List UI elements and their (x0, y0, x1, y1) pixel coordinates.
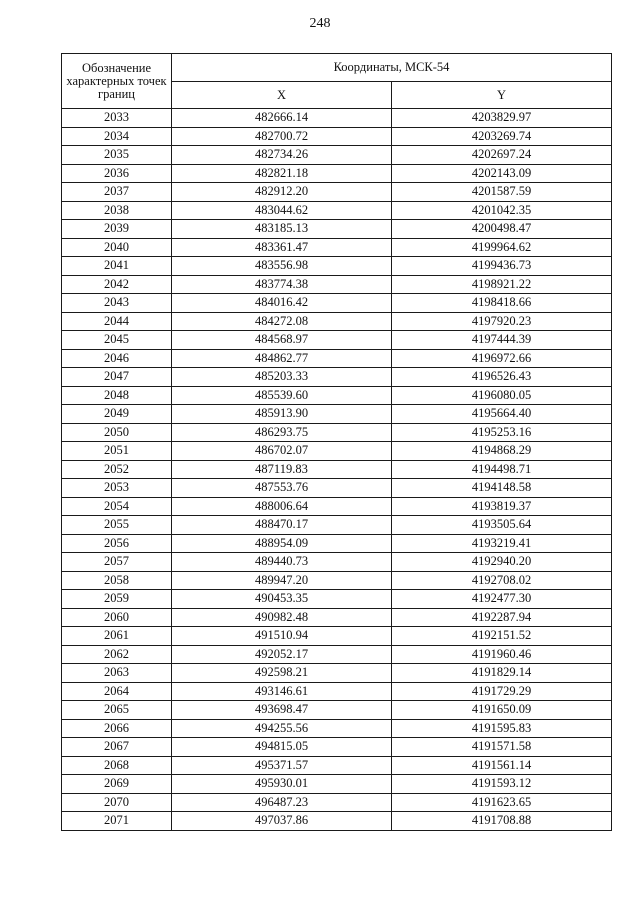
x-coordinate-cell: 484568.97 (172, 331, 392, 350)
y-coordinate-cell: 4191829.14 (392, 664, 612, 683)
point-id-cell: 2046 (62, 349, 172, 368)
point-id-cell: 2040 (62, 238, 172, 257)
point-id-cell: 2048 (62, 386, 172, 405)
point-id-cell: 2039 (62, 220, 172, 239)
y-coordinate-cell: 4195253.16 (392, 423, 612, 442)
header-y: Y (392, 82, 612, 109)
table-row (62, 386, 612, 405)
y-coordinate-cell: 4197444.39 (392, 331, 612, 350)
y-coordinate-cell: 4199964.62 (392, 238, 612, 257)
y-coordinate-cell: 4202697.24 (392, 146, 612, 165)
x-coordinate-cell: 488954.09 (172, 534, 392, 553)
table-row (62, 738, 612, 757)
point-id-cell: 2038 (62, 201, 172, 220)
point-id-cell: 2035 (62, 146, 172, 165)
x-coordinate-cell: 483044.62 (172, 201, 392, 220)
y-coordinate-cell: 4193505.64 (392, 516, 612, 535)
x-coordinate-cell: 489947.20 (172, 571, 392, 590)
y-coordinate-cell: 4201587.59 (392, 183, 612, 202)
x-coordinate-cell: 483185.13 (172, 220, 392, 239)
point-id-cell: 2064 (62, 682, 172, 701)
x-coordinate-cell: 486293.75 (172, 423, 392, 442)
x-coordinate-cell: 493146.61 (172, 682, 392, 701)
point-id-cell: 2067 (62, 738, 172, 757)
point-id-cell: 2066 (62, 719, 172, 738)
x-coordinate-cell: 488470.17 (172, 516, 392, 535)
y-coordinate-cell: 4193219.41 (392, 534, 612, 553)
point-id-cell: 2049 (62, 405, 172, 424)
table-row (62, 238, 612, 257)
y-coordinate-cell: 4197920.23 (392, 312, 612, 331)
x-coordinate-cell: 490982.48 (172, 608, 392, 627)
point-id-cell: 2047 (62, 368, 172, 387)
y-coordinate-cell: 4200498.47 (392, 220, 612, 239)
y-coordinate-cell: 4192940.20 (392, 553, 612, 572)
table-row (62, 664, 612, 683)
point-id-cell: 2045 (62, 331, 172, 350)
x-coordinate-cell: 484862.77 (172, 349, 392, 368)
point-id-cell: 2051 (62, 442, 172, 461)
y-coordinate-cell: 4191960.46 (392, 645, 612, 664)
y-coordinate-cell: 4194148.58 (392, 479, 612, 498)
x-coordinate-cell: 493698.47 (172, 701, 392, 720)
point-id-cell: 2059 (62, 590, 172, 609)
y-coordinate-cell: 4191650.09 (392, 701, 612, 720)
table-row (62, 756, 612, 775)
y-coordinate-cell: 4195664.40 (392, 405, 612, 424)
y-coordinate-cell: 4191729.29 (392, 682, 612, 701)
table-row (62, 164, 612, 183)
x-coordinate-cell: 492052.17 (172, 645, 392, 664)
table-row (62, 590, 612, 609)
y-coordinate-cell: 4192708.02 (392, 571, 612, 590)
x-coordinate-cell: 487119.83 (172, 460, 392, 479)
table-row (62, 275, 612, 294)
y-coordinate-cell: 4192151.52 (392, 627, 612, 646)
table-row (62, 608, 612, 627)
y-coordinate-cell: 4203829.97 (392, 109, 612, 128)
x-coordinate-cell: 495930.01 (172, 775, 392, 794)
point-id-cell: 2060 (62, 608, 172, 627)
y-coordinate-cell: 4194868.29 (392, 442, 612, 461)
table-row (62, 645, 612, 664)
y-coordinate-cell: 4201042.35 (392, 201, 612, 220)
point-id-cell: 2063 (62, 664, 172, 683)
y-coordinate-cell: 4192287.94 (392, 608, 612, 627)
point-id-cell: 2056 (62, 534, 172, 553)
point-id-cell: 2061 (62, 627, 172, 646)
point-id-cell: 2053 (62, 479, 172, 498)
point-id-cell: 2033 (62, 109, 172, 128)
table-row (62, 775, 612, 794)
point-id-cell: 2052 (62, 460, 172, 479)
point-id-cell: 2068 (62, 756, 172, 775)
x-coordinate-cell: 485539.60 (172, 386, 392, 405)
header-designation: Обозначение характерных точек границ (62, 54, 172, 109)
y-coordinate-cell: 4193819.37 (392, 497, 612, 516)
point-id-cell: 2050 (62, 423, 172, 442)
header-coordinates-group: Координаты, МСК-54 (172, 54, 612, 82)
y-coordinate-cell: 4198921.22 (392, 275, 612, 294)
y-coordinate-cell: 4191593.12 (392, 775, 612, 794)
table-row (62, 294, 612, 313)
table-row (62, 812, 612, 831)
x-coordinate-cell: 491510.94 (172, 627, 392, 646)
table-row (62, 201, 612, 220)
table-body (62, 109, 612, 831)
header-x: X (172, 82, 392, 109)
x-coordinate-cell: 492598.21 (172, 664, 392, 683)
y-coordinate-cell: 4203269.74 (392, 127, 612, 146)
point-id-cell: 2069 (62, 775, 172, 794)
point-id-cell: 2042 (62, 275, 172, 294)
point-id-cell: 2057 (62, 553, 172, 572)
x-coordinate-cell: 487553.76 (172, 479, 392, 498)
x-coordinate-cell: 483556.98 (172, 257, 392, 276)
page-number: 248 (309, 16, 331, 31)
x-coordinate-cell: 482700.72 (172, 127, 392, 146)
x-coordinate-cell: 495371.57 (172, 756, 392, 775)
x-coordinate-cell: 482666.14 (172, 109, 392, 128)
y-coordinate-cell: 4191561.14 (392, 756, 612, 775)
table-row (62, 571, 612, 590)
table-row (62, 405, 612, 424)
table-row (62, 146, 612, 165)
x-coordinate-cell: 483361.47 (172, 238, 392, 257)
x-coordinate-cell: 482821.18 (172, 164, 392, 183)
x-coordinate-cell: 490453.35 (172, 590, 392, 609)
point-id-cell: 2043 (62, 294, 172, 313)
y-coordinate-cell: 4196972.66 (392, 349, 612, 368)
table-row (62, 312, 612, 331)
x-coordinate-cell: 484016.42 (172, 294, 392, 313)
table-row (62, 682, 612, 701)
table-row (62, 423, 612, 442)
table-row (62, 349, 612, 368)
table-row (62, 534, 612, 553)
table-row (62, 793, 612, 812)
x-coordinate-cell: 482912.20 (172, 183, 392, 202)
table-row (62, 701, 612, 720)
point-id-cell: 2070 (62, 793, 172, 812)
table-row (62, 460, 612, 479)
y-coordinate-cell: 4191708.88 (392, 812, 612, 831)
y-coordinate-cell: 4199436.73 (392, 257, 612, 276)
y-coordinate-cell: 4191571.58 (392, 738, 612, 757)
point-id-cell: 2037 (62, 183, 172, 202)
table-row (62, 109, 612, 128)
x-coordinate-cell: 485913.90 (172, 405, 392, 424)
y-coordinate-cell: 4194498.71 (392, 460, 612, 479)
table-row (62, 368, 612, 387)
x-coordinate-cell: 489440.73 (172, 553, 392, 572)
x-coordinate-cell: 483774.38 (172, 275, 392, 294)
coordinates-table (61, 53, 612, 831)
x-coordinate-cell: 488006.64 (172, 497, 392, 516)
point-id-cell: 2041 (62, 257, 172, 276)
table-row (62, 497, 612, 516)
point-id-cell: 2054 (62, 497, 172, 516)
x-coordinate-cell: 497037.86 (172, 812, 392, 831)
table-row (62, 127, 612, 146)
table-row (62, 627, 612, 646)
x-coordinate-cell: 494255.56 (172, 719, 392, 738)
x-coordinate-cell: 494815.05 (172, 738, 392, 757)
table-row (62, 719, 612, 738)
y-coordinate-cell: 4198418.66 (392, 294, 612, 313)
x-coordinate-cell: 486702.07 (172, 442, 392, 461)
y-coordinate-cell: 4191595.83 (392, 719, 612, 738)
point-id-cell: 2055 (62, 516, 172, 535)
table-row (62, 479, 612, 498)
x-coordinate-cell: 484272.08 (172, 312, 392, 331)
point-id-cell: 2034 (62, 127, 172, 146)
table-row (62, 553, 612, 572)
point-id-cell: 2065 (62, 701, 172, 720)
y-coordinate-cell: 4196080.05 (392, 386, 612, 405)
table-row (62, 516, 612, 535)
y-coordinate-cell: 4192477.30 (392, 590, 612, 609)
point-id-cell: 2062 (62, 645, 172, 664)
table-row (62, 257, 612, 276)
table-row (62, 442, 612, 461)
point-id-cell: 2071 (62, 812, 172, 831)
point-id-cell: 2036 (62, 164, 172, 183)
x-coordinate-cell: 485203.33 (172, 368, 392, 387)
point-id-cell: 2058 (62, 571, 172, 590)
y-coordinate-cell: 4191623.65 (392, 793, 612, 812)
y-coordinate-cell: 4196526.43 (392, 368, 612, 387)
point-id-cell: 2044 (62, 312, 172, 331)
table-row (62, 220, 612, 239)
table-row (62, 183, 612, 202)
y-coordinate-cell: 4202143.09 (392, 164, 612, 183)
x-coordinate-cell: 482734.26 (172, 146, 392, 165)
x-coordinate-cell: 496487.23 (172, 793, 392, 812)
table-row (62, 331, 612, 350)
